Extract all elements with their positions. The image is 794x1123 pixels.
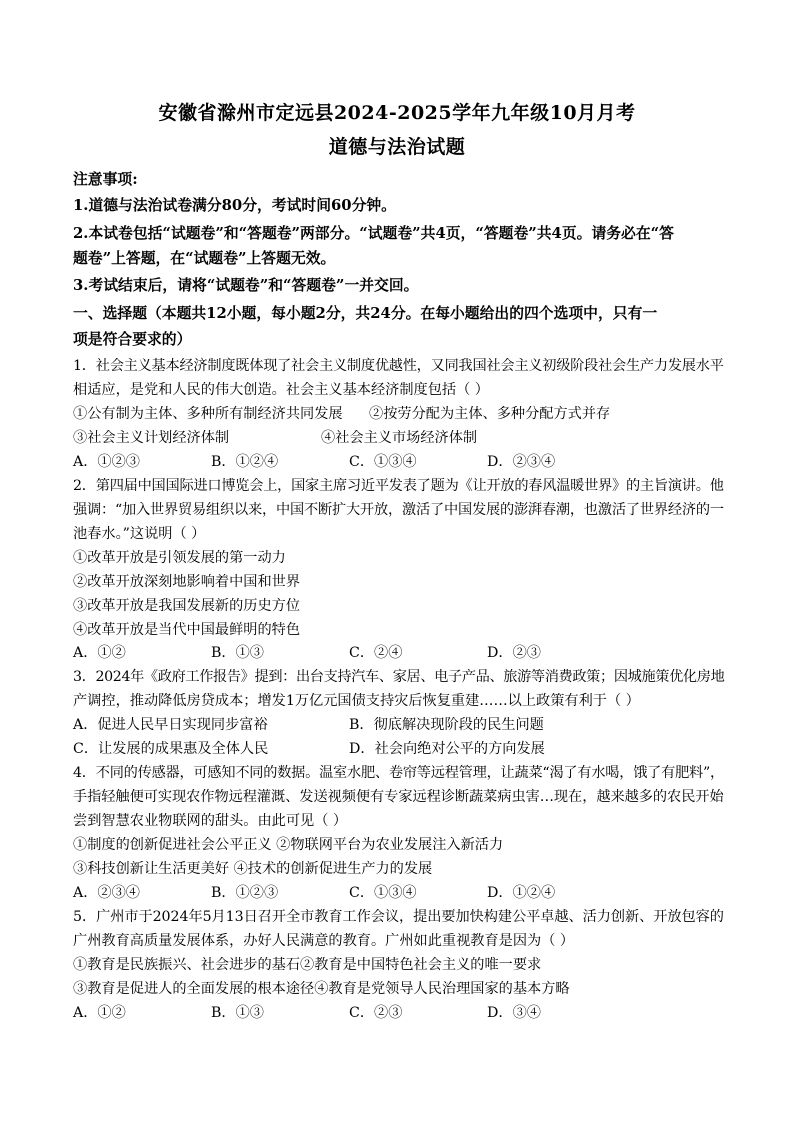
option-b: B．①②③: [211, 885, 279, 901]
option-a: A．②③④: [73, 885, 140, 901]
statement: ①公有制为主体、多种所有制经济共同发展: [73, 406, 343, 422]
statement: ④改革开放是当代中国最鲜明的特色: [73, 622, 301, 638]
option-c: C．让发展的成果惠及全体人民: [73, 741, 269, 757]
question-stem: 2．第四届中国国际进口博览会上，国家主席习近平发表了题为《让开放的春风温暖世界》的主旨演讲。他: [73, 478, 724, 494]
notice-item: 题卷”上答题，在“试题卷”上答题无效。: [73, 250, 336, 267]
question-stem: 产调控，推动降低房贷成本；增发1万亿元国债支持灾后恢复重建……以上政策有利于（ ）: [73, 693, 640, 709]
notice-item: 2.本试卷包括“试题卷”和“答题卷”两部分。“试题卷”共4页，“答题卷”共4页。请务必在“答: [73, 225, 674, 242]
notice-item: 3.考试结束后，请将“试题卷”和“答题卷”一并交回。: [73, 277, 419, 294]
question-stem: 1．社会主义基本经济制度既体现了社会主义制度优越性，又同我国社会主义初级阶段社会生产力发展水平: [73, 358, 724, 374]
notice-item: 1.道德与法治试卷满分80分，考试时间60分钟。: [73, 197, 396, 214]
option-c: C．①③④: [349, 885, 417, 901]
question-stem: 尝到智慧农业物联网的甜头。由此可见（ ）: [73, 813, 348, 829]
question-stem: 3．2024年《政府工作报告》提到：出台支持汽车、家居、电子产品、旅游等消费政策；因城施策优化房地: [73, 669, 725, 685]
statement: ③改革开放是我国发展新的历史方位: [73, 598, 301, 614]
question-stem: 强调：“加入世界贸易组织以来，中国不断扩大开放，激活了中国发展的澎湃春潮，也激活了世界经济的一: [73, 502, 724, 518]
statement: ③教育是促进人的全面发展的根本途径④教育是党领导人民治理国家的基本方略: [73, 981, 570, 997]
section-heading-cont: 项是符合要求的）: [73, 331, 192, 348]
option-b: B．彻底解决现阶段的民生问题: [349, 717, 544, 733]
question-stem: 池春水。”这说明（ ）: [73, 526, 206, 542]
option-b: B．①③: [211, 1005, 264, 1021]
option-c: C．①③④: [349, 454, 417, 470]
statement: ③科技创新让生活更美好 ④技术的创新促进生产力的发展: [73, 861, 433, 877]
option-a: A．促进人民早日实现同步富裕: [73, 717, 268, 733]
statement: ③社会主义计划经济体制: [73, 430, 230, 446]
option-c: C．②④: [349, 645, 403, 661]
option-d: D．②③: [487, 645, 541, 661]
statement: ①教育是民族振兴、社会进步的基石②教育是中国特色社会主义的唯一要求: [73, 957, 542, 973]
question-stem: 相适应，是党和人民的伟大创造。社会主义基本经济制度包括（ ）: [73, 382, 489, 398]
question-stem: 广州教育高质量发展体系，办好人民满意的教育。广州如此重视教育是因为（ ）: [73, 933, 575, 949]
statement: ①制度的创新促进社会公平正义 ②物联网平台为农业发展注入新活力: [73, 837, 504, 853]
option-a: A．①②: [73, 1005, 126, 1021]
option-c: C．②③: [349, 1005, 403, 1021]
option-d: D．②③④: [487, 454, 556, 470]
exam-subtitle: 道德与法治试题: [328, 136, 466, 158]
statement: ②改革开放深刻地影响着中国和世界: [73, 574, 301, 590]
option-a: A．①②③: [73, 454, 140, 470]
statement: ②按劳分配为主体、多种分配方式并存: [369, 406, 611, 422]
question-stem: 4．不同的传感器，可感知不同的数据。温室水肥、卷帘等远程管理，让蔬菜“渴了有水喝，饿了有肥料”，: [73, 765, 724, 781]
option-b: B．①③: [211, 645, 264, 661]
exam-title: 安徽省滁州市定远县2024-2025学年九年级10月月考: [158, 102, 636, 124]
statement: ④社会主义市场经济体制: [321, 430, 478, 446]
option-a: A．①②: [73, 645, 126, 661]
statement: ①改革开放是引领发展的第一动力: [73, 550, 286, 566]
question-stem: 手指轻触便可实现农作物远程灌溉、发送视频便有专家远程诊断蔬菜病虫害…现在，越来越多的农民开始: [73, 789, 724, 805]
notice-heading: 注意事项:: [73, 171, 138, 188]
option-b: B．①②④: [211, 454, 279, 470]
question-stem: 5．广州市于2024年5月13日召开全市教育工作会议，提出要加快构建公平卓越、活力创新、开放包容的: [73, 909, 724, 925]
option-d: D．社会向绝对公平的方向发展: [349, 741, 545, 757]
section-heading: 一、选择题（本题共12小题，每小题2分，共24分。在每小题给出的四个选项中，只有一: [73, 305, 658, 322]
option-d: D．①②④: [487, 885, 556, 901]
option-d: D．③④: [487, 1005, 541, 1021]
